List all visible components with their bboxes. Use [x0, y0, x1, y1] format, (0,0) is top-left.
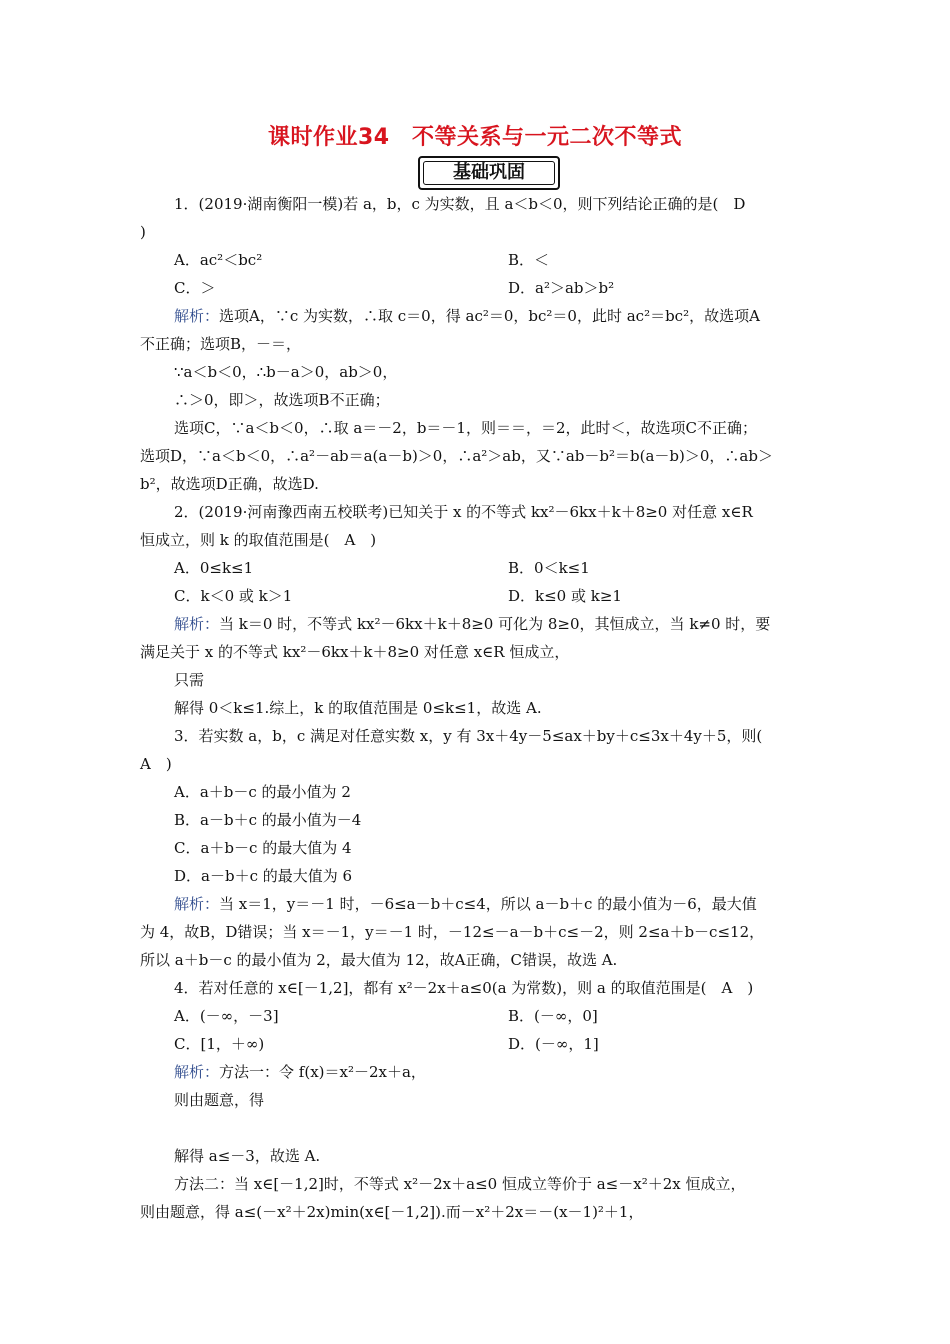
answer-1-line-4: ∴＞0，即＞，故选项B不正确；: [174, 391, 390, 409]
page-title: 课时作业34 不等关系与一元二次不等式: [267, 125, 683, 150]
question-4-option-c: C．[1，＋∞): [174, 1035, 265, 1053]
question-4-option-b: B．(－∞，0]: [508, 1007, 598, 1025]
jiexi-label: 解析：: [174, 1063, 220, 1081]
question-3-option-c: C．a＋b－c 的最大值为 4: [174, 839, 352, 857]
section-badge-label: 基础巩固: [423, 161, 555, 185]
jiexi-label: 解析：: [174, 615, 220, 633]
question-2-option-d: D．k≤0 或 k≥1: [508, 587, 622, 605]
answer-2-line-3: 只需: [174, 671, 205, 689]
answer-4-text: 方法一：令 f(x)＝x²－2x＋a，: [219, 1063, 426, 1081]
answer-2-line-2: 满足关于 x 的不等式 kx²－6kx＋k＋8≥0 对任意 x∈R 恒成立，: [140, 643, 570, 661]
question-2-stem: 2．(2019·河南豫西南五校联考)已知关于 x 的不等式 kx²－6kx＋k＋8≥0 对任意 x∈R: [174, 503, 753, 521]
jiexi-label: 解析：: [174, 307, 220, 325]
question-3-option-b: B．a－b＋c 的最小值为－4: [174, 811, 362, 829]
question-4-option-d: D．(－∞，1]: [508, 1035, 599, 1053]
question-1-option-c: C．＞: [174, 279, 216, 297]
answer-4-line-3: 解得 a≤－3，故选 A.: [174, 1147, 321, 1165]
answer-2-line-1: [174, 614, 770, 634]
answer-1-line-1: [174, 306, 760, 326]
answer-1-line-6: 选项D，∵a＜b＜0，∴a²－ab＝a(a－b)＞0，∴a²＞ab，又∵ab－b²＝b(a－b)＞0，∴ab＞: [140, 447, 773, 465]
question-3-option-d: D．a－b＋c 的最大值为 6: [174, 867, 353, 885]
question-2-option-c: C．k＜0 或 k＞1: [174, 587, 293, 605]
question-1-option-d: D．a²＞ab＞b²: [508, 279, 615, 297]
answer-1-text: 选项A，∵c 为实数，∴取 c＝0，得 ac²＝0，bc²＝0，此时 ac²＝bc²，故选项A: [219, 307, 760, 325]
question-2-option-b: B．0＜k≤1: [508, 559, 590, 577]
jiexi-label: 解析：: [174, 895, 220, 913]
question-1-option-a: A．ac²＜bc²: [174, 251, 263, 269]
answer-2-text: 当 k＝0 时，不等式 kx²－6kx＋k＋8≥0 可化为 8≥0，其恒成立，当 k≠0 时，要: [219, 615, 771, 633]
answer-1-line-2: 不正确；选项B，－＝，: [140, 335, 302, 353]
answer-1-line-5: 选项C，∵a＜b＜0，∴取 a＝－2，b＝－1，则＝＝，＝2，此时＜，故选项C不正确；: [174, 419, 757, 437]
answer-4-line-1: [174, 1062, 426, 1082]
question-1-stem-cont: ): [140, 223, 146, 241]
question-4-option-a: A．(－∞，－3]: [174, 1007, 279, 1025]
answer-1-line-3: ∵a＜b＜0，∴b－a＞0，ab＞0，: [174, 363, 398, 381]
question-1-stem: 1．(2019·湖南衡阳一模)若 a，b，c 为实数，且 a＜b＜0，则下列结论正确的是( D: [174, 195, 746, 213]
answer-2-line-4: 解得 0＜k≤1.综上，k 的取值范围是 0≤k≤1，故选 A.: [174, 699, 542, 717]
question-3-stem-cont: A ): [140, 755, 172, 773]
answer-4-line-4: 方法二：当 x∈[－1,2]时，不等式 x²－2x＋a≤0 恒成立等价于 a≤－x²＋2x 恒成立，: [174, 1175, 746, 1193]
answer-4-line-5: 则由题意，得 a≤(－x²＋2x)min(x∈[－1,2]).而－x²＋2x＝－(x－1)²＋1，: [140, 1203, 644, 1221]
answer-3-text: 当 x＝1，y＝－1 时，－6≤a－b＋c≤4，所以 a－b＋c 的最小值为－6，最大值: [219, 895, 757, 913]
question-4-stem: 4．若对任意的 x∈[－1,2]，都有 x²－2x＋a≤0(a 为常数)，则 a 的取值范围是( A ): [174, 979, 754, 997]
answer-1-line-7: b²，故选项D正确，故选D.: [140, 475, 319, 493]
section-badge: [418, 156, 560, 190]
question-2-option-a: A．0≤k≤1: [174, 559, 254, 577]
question-3-option-a: A．a＋b－c 的最小值为 2: [174, 783, 351, 801]
question-3-stem: 3．若实数 a，b，c 满足对任意实数 x，y 有 3x＋4y－5≤ax＋by＋c≤3x＋4y＋5，则(: [174, 727, 763, 745]
question-1-option-b: B．＜: [508, 251, 550, 269]
answer-4-line-2: 则由题意，得: [174, 1091, 265, 1109]
answer-3-line-3: 所以 a＋b－c 的最小值为 2，最大值为 12，故A正确，C错误，故选 A.: [140, 951, 618, 969]
question-2-stem-cont: 恒成立，则 k 的取值范围是( A ): [140, 531, 377, 549]
answer-3-line-2: 为 4，故B，D错误；当 x＝－1，y＝－1 时，－12≤－a－b＋c≤－2，则 2≤a＋b－c≤12，: [140, 923, 765, 941]
answer-3-line-1: [174, 894, 757, 914]
